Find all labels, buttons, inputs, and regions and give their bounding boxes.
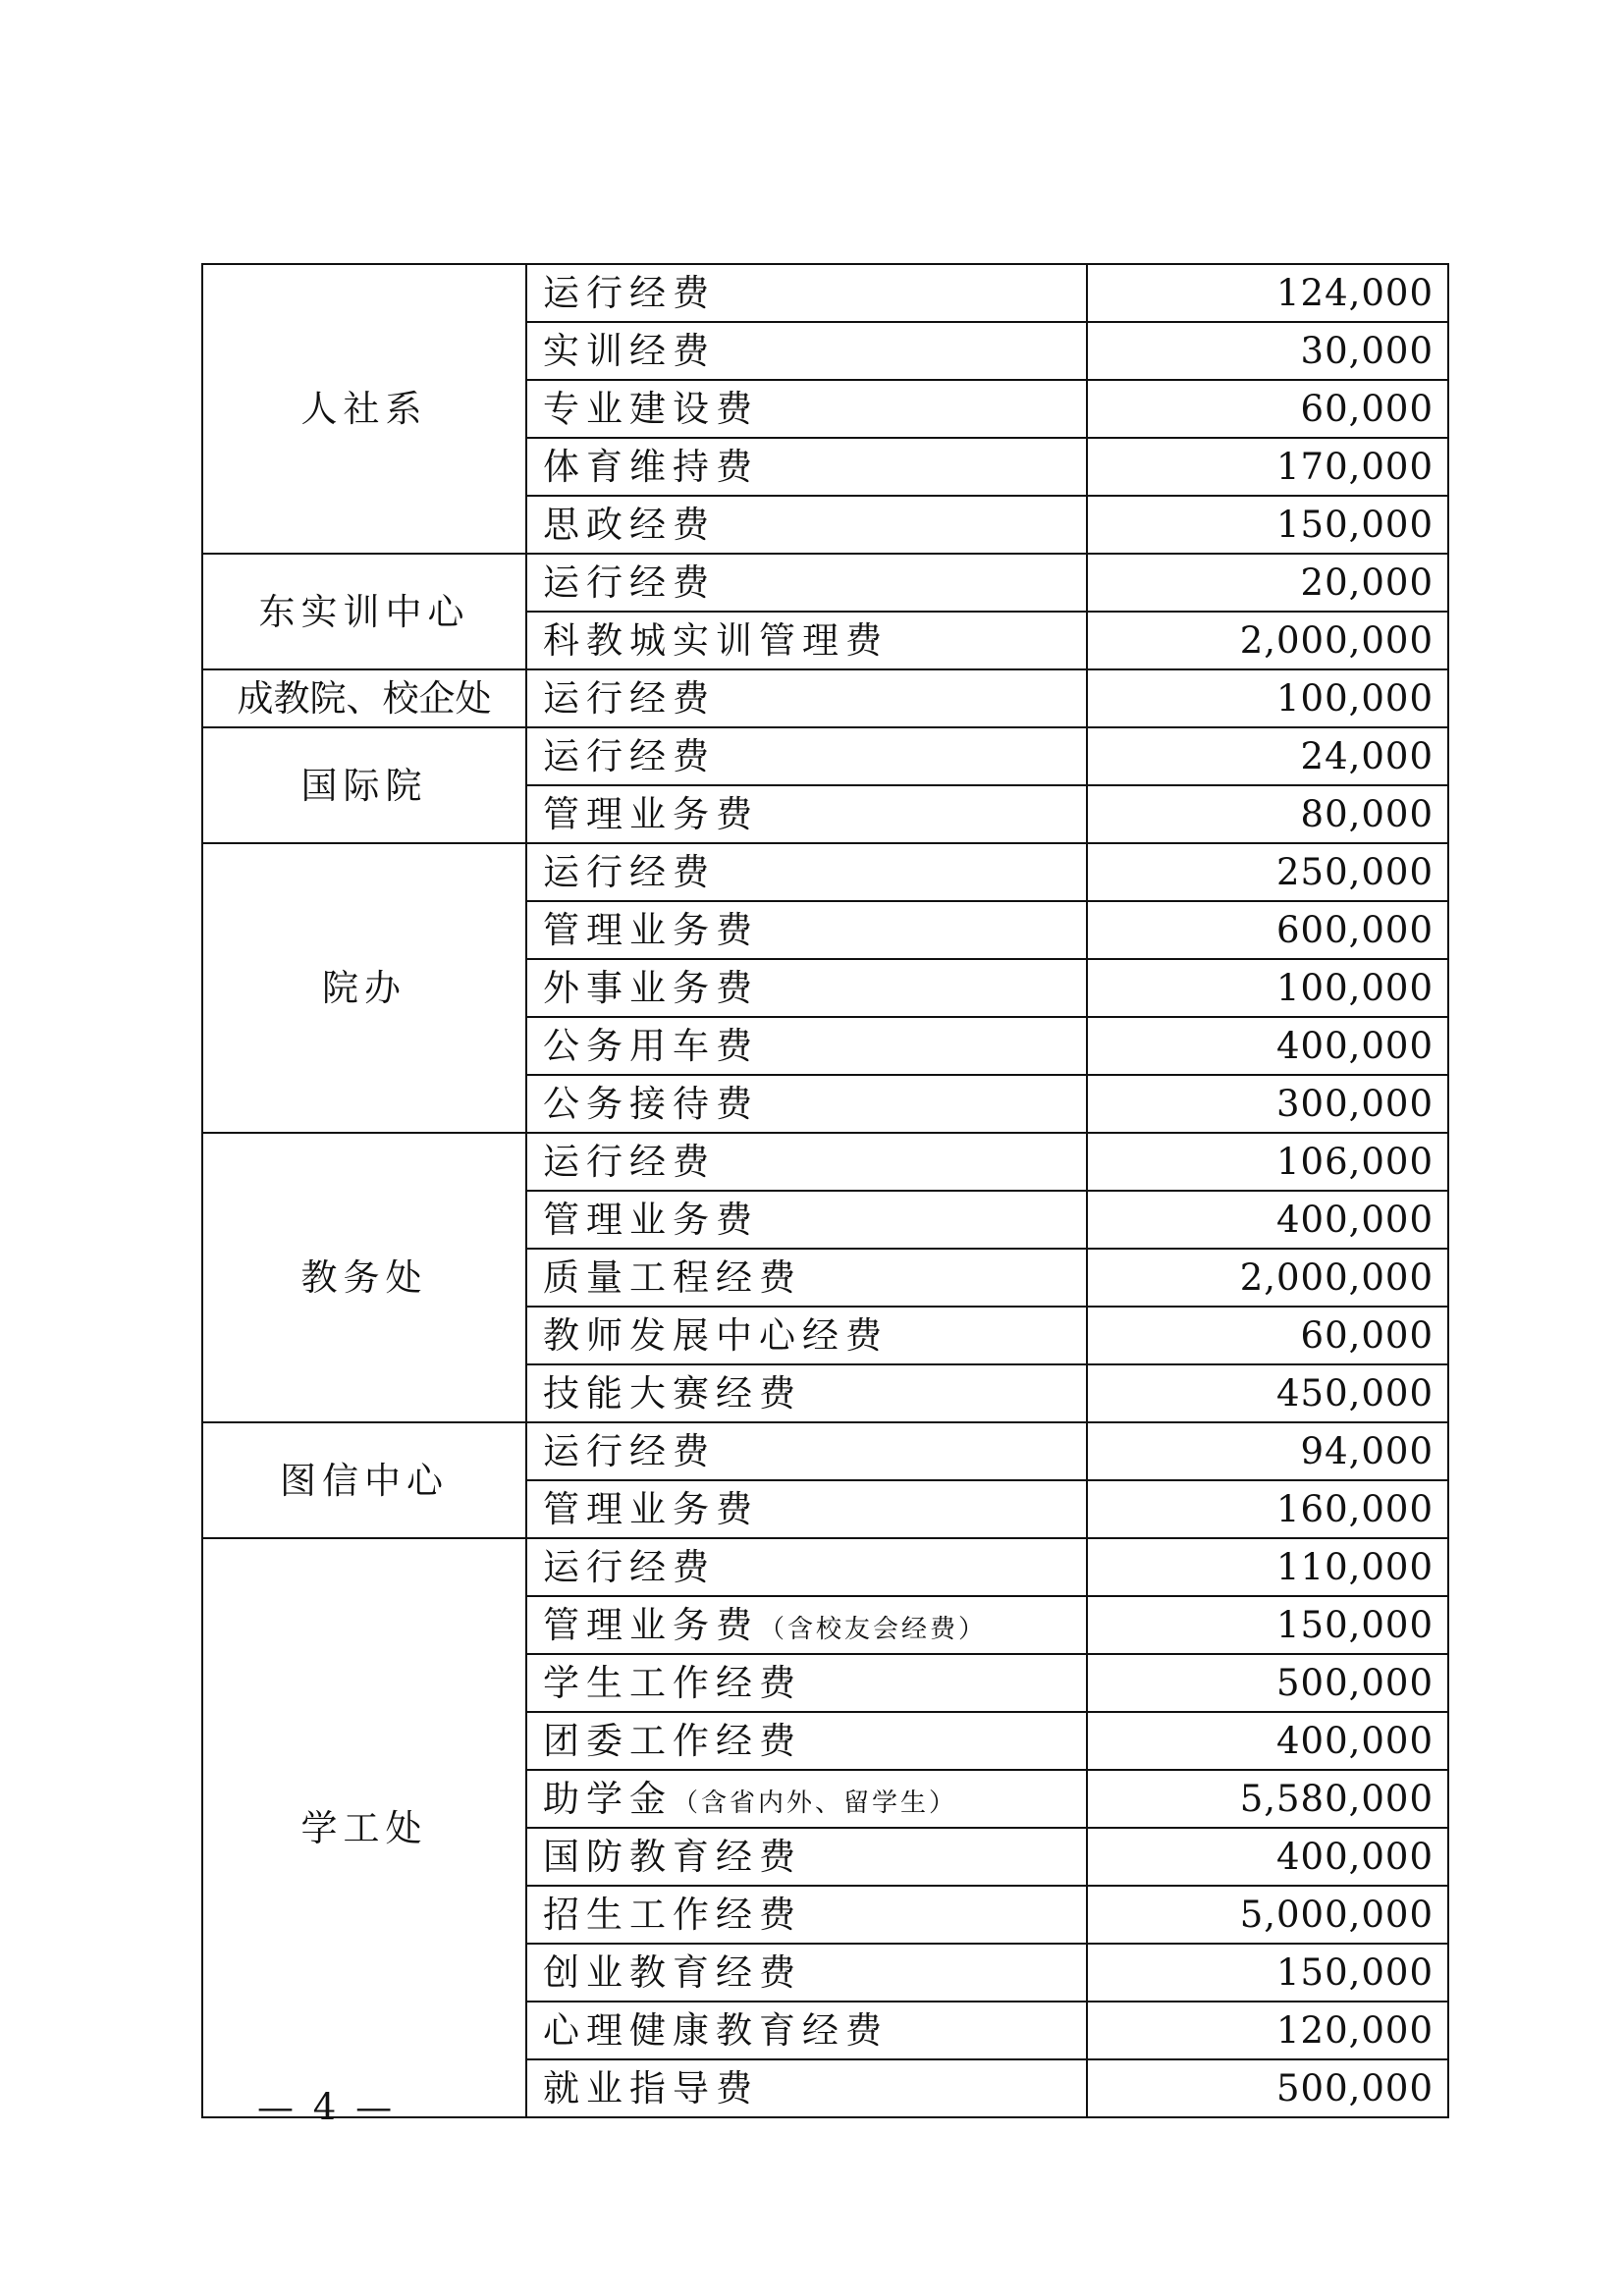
amount-cell: 300,000 — [1087, 1075, 1448, 1133]
amount-cell: 60,000 — [1087, 380, 1448, 438]
item-label: 公务用车费 — [543, 1025, 759, 1067]
item-cell — [526, 2002, 1087, 2059]
item-label: 助学金 — [543, 1778, 673, 1820]
item-cell — [526, 438, 1087, 496]
amount-cell: 150,000 — [1087, 1596, 1448, 1654]
item-label: 管理业务费 — [543, 793, 759, 835]
department-cell: 教务处 — [202, 1133, 526, 1422]
amount-cell: 2,000,000 — [1087, 612, 1448, 669]
item-cell — [526, 1480, 1087, 1538]
item-label: 思政经费 — [543, 504, 716, 546]
amount-cell: 94,000 — [1087, 1422, 1448, 1480]
amount-cell: 106,000 — [1087, 1133, 1448, 1191]
item-cell — [526, 785, 1087, 843]
item-cell — [526, 264, 1087, 322]
item-label: 体育维持费 — [543, 446, 759, 488]
department-cell: 国际院 — [202, 727, 526, 843]
amount-cell: 400,000 — [1087, 1191, 1448, 1249]
amount-cell: 600,000 — [1087, 901, 1448, 959]
department-cell: 人社系 — [202, 264, 526, 554]
item-label: 招生工作经费 — [543, 1894, 802, 1936]
item-label: 运行经费 — [543, 735, 716, 777]
item-label: 运行经费 — [543, 677, 716, 720]
amount-cell: 170,000 — [1087, 438, 1448, 496]
table-row — [202, 554, 1448, 612]
item-cell — [526, 1191, 1087, 1249]
amount-cell: 60,000 — [1087, 1307, 1448, 1364]
item-cell — [526, 1944, 1087, 2002]
item-label: 专业建设费 — [543, 388, 759, 430]
item-cell — [526, 959, 1087, 1017]
item-cell — [526, 843, 1087, 901]
item-label: 运行经费 — [543, 1546, 716, 1588]
amount-cell: 2,000,000 — [1087, 1249, 1448, 1307]
amount-cell: 400,000 — [1087, 1017, 1448, 1075]
item-cell — [526, 1133, 1087, 1191]
amount-cell: 400,000 — [1087, 1712, 1448, 1770]
item-label: 国防教育经费 — [543, 1836, 802, 1878]
item-label: 管理业务费 — [543, 909, 759, 951]
page-number: — 4 — — [257, 2086, 397, 2128]
department-cell: 学工处 — [202, 1538, 526, 2117]
item-note: （含校友会经费） — [759, 1615, 988, 1644]
table-row — [202, 1133, 1448, 1191]
item-label: 学生工作经费 — [543, 1662, 802, 1704]
item-cell — [526, 1422, 1087, 1480]
item-cell — [526, 1770, 1087, 1828]
item-cell — [526, 1538, 1087, 1596]
item-label: 科教城实训管理费 — [543, 619, 889, 662]
item-note: （含省内外、留学生） — [673, 1789, 958, 1818]
budget-table-body — [202, 264, 1448, 2117]
amount-cell: 100,000 — [1087, 959, 1448, 1017]
amount-cell: 5,580,000 — [1087, 1770, 1448, 1828]
item-label: 就业指导费 — [543, 2067, 759, 2109]
amount-cell: 24,000 — [1087, 727, 1448, 785]
table-row — [202, 727, 1448, 785]
amount-cell: 5,000,000 — [1087, 1886, 1448, 1944]
item-cell — [526, 380, 1087, 438]
item-label: 技能大赛经费 — [543, 1372, 802, 1415]
amount-cell: 120,000 — [1087, 2002, 1448, 2059]
table-row — [202, 1538, 1448, 1596]
amount-cell: 20,000 — [1087, 554, 1448, 612]
item-cell — [526, 322, 1087, 380]
item-cell — [526, 901, 1087, 959]
department-cell: 图信中心 — [202, 1422, 526, 1538]
table-row — [202, 669, 1448, 727]
amount-cell: 150,000 — [1087, 496, 1448, 554]
item-cell — [526, 1596, 1087, 1654]
item-label: 质量工程经费 — [543, 1256, 802, 1299]
item-cell — [526, 1712, 1087, 1770]
amount-cell: 110,000 — [1087, 1538, 1448, 1596]
item-label: 运行经费 — [543, 561, 716, 604]
item-cell — [526, 727, 1087, 785]
amount-cell: 80,000 — [1087, 785, 1448, 843]
item-cell — [526, 1828, 1087, 1886]
item-cell — [526, 1654, 1087, 1712]
amount-cell: 124,000 — [1087, 264, 1448, 322]
department-cell: 东实训中心 — [202, 554, 526, 669]
item-label: 运行经费 — [543, 1430, 716, 1472]
item-label: 教师发展中心经费 — [543, 1314, 889, 1357]
amount-cell: 400,000 — [1087, 1828, 1448, 1886]
budget-table — [201, 263, 1449, 2118]
item-cell — [526, 1075, 1087, 1133]
table-row — [202, 264, 1448, 322]
item-cell — [526, 2059, 1087, 2117]
item-cell — [526, 554, 1087, 612]
amount-cell: 500,000 — [1087, 1654, 1448, 1712]
amount-cell: 30,000 — [1087, 322, 1448, 380]
amount-cell: 450,000 — [1087, 1364, 1448, 1422]
department-cell: 成教院、校企处 — [202, 669, 526, 727]
item-label: 实训经费 — [543, 330, 716, 372]
department-cell: 院办 — [202, 843, 526, 1133]
item-cell — [526, 612, 1087, 669]
item-label: 心理健康教育经费 — [543, 2009, 889, 2052]
amount-cell: 150,000 — [1087, 1944, 1448, 2002]
item-cell — [526, 496, 1087, 554]
item-cell — [526, 1249, 1087, 1307]
item-label: 创业教育经费 — [543, 1951, 802, 1994]
item-label: 运行经费 — [543, 272, 716, 314]
amount-cell: 500,000 — [1087, 2059, 1448, 2117]
item-label: 管理业务费 — [543, 1488, 759, 1530]
item-label: 外事业务费 — [543, 967, 759, 1009]
item-cell — [526, 669, 1087, 727]
item-label: 管理业务费 — [543, 1199, 759, 1241]
item-label: 团委工作经费 — [543, 1720, 802, 1762]
amount-cell: 160,000 — [1087, 1480, 1448, 1538]
table-row — [202, 1422, 1448, 1480]
table-row — [202, 843, 1448, 901]
amount-cell: 100,000 — [1087, 669, 1448, 727]
item-cell — [526, 1364, 1087, 1422]
item-label: 运行经费 — [543, 1141, 716, 1183]
item-label: 管理业务费 — [543, 1604, 759, 1646]
item-cell — [526, 1017, 1087, 1075]
amount-cell: 250,000 — [1087, 843, 1448, 901]
item-cell — [526, 1886, 1087, 1944]
item-label: 公务接待费 — [543, 1083, 759, 1125]
item-label: 运行经费 — [543, 851, 716, 893]
item-cell — [526, 1307, 1087, 1364]
